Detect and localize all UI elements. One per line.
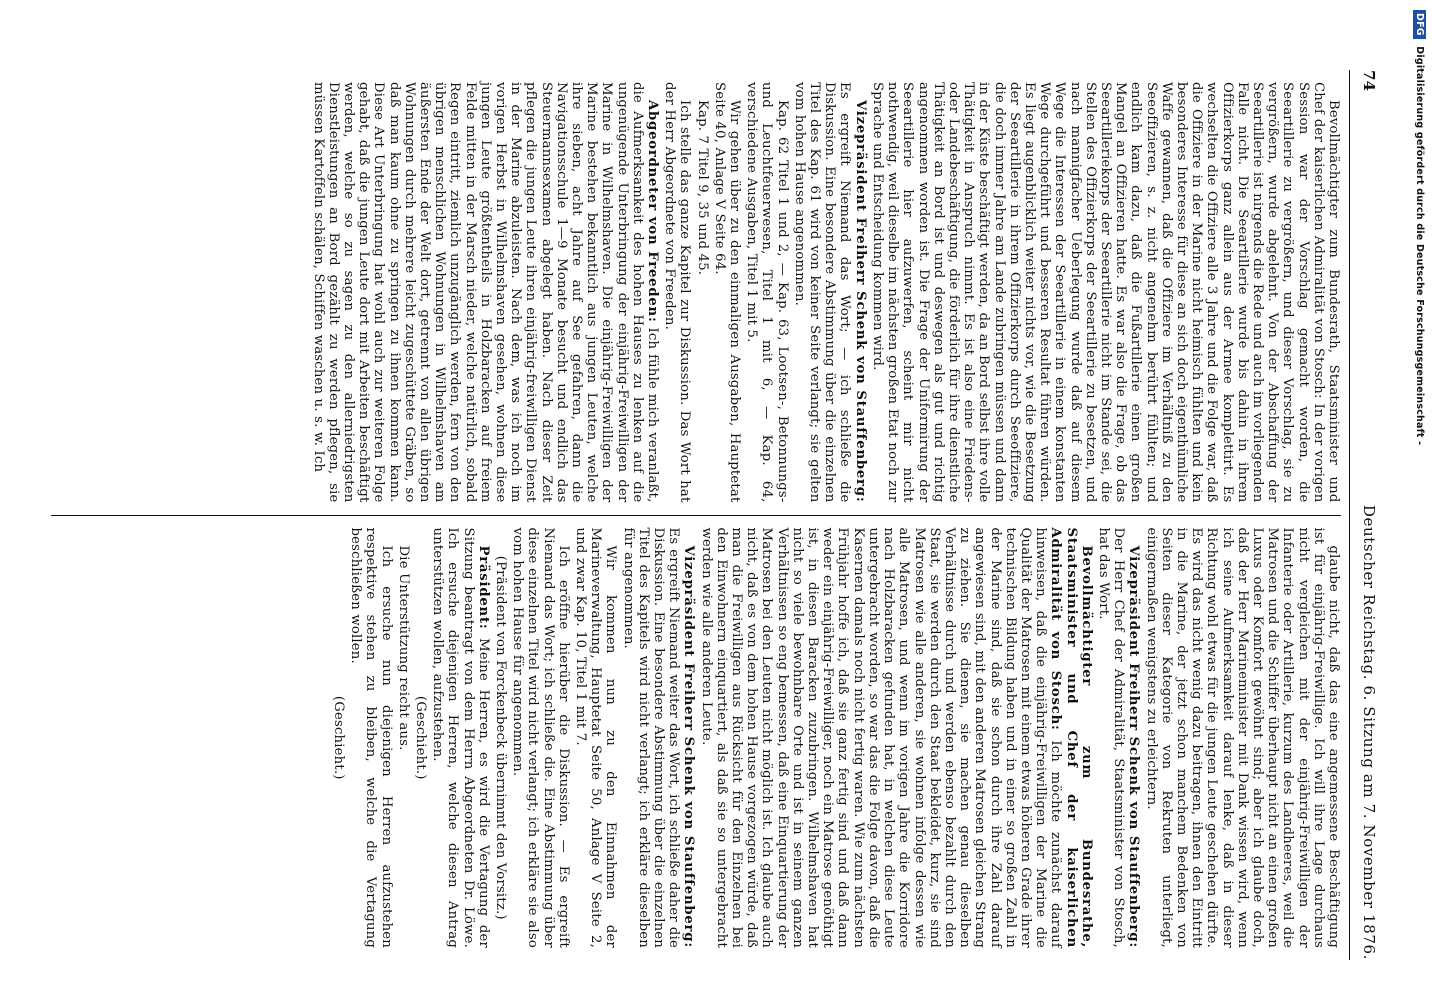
paragraph: [573, 528, 619, 949]
paragraph: [698, 528, 1093, 949]
paragraph: [430, 528, 491, 949]
page-header: [1349, 70, 1376, 960]
paragraph-text: (Geschieht.): [413, 695, 429, 780]
digitization-credit: [1413, 10, 1426, 445]
page-number: 74: [1360, 70, 1378, 92]
dfg-logo: DFG: [1413, 10, 1426, 39]
speaker-name: Vizepräsident Freiherr Schenk von Stauffenberg:: [681, 545, 697, 948]
paragraph-text: Der Herr Chef der Admiralität, Staatsminister von Stosch, hat das Wort.: [1095, 527, 1127, 948]
paragraph-text: (Geschieht.): [331, 695, 346, 780]
speaker-name: Präsident:: [475, 545, 491, 630]
paragraph-text: Wir kommen nun zu den Einnahmen der Marineverwaltung, Hauptetat Seite 50, Anlage V Seite 2, und zwar Kap. 10, Titel 1 mit 7.: [573, 527, 619, 948]
paragraph: [331, 528, 346, 949]
paragraph-text: Kap. 7 Titel 9, 35 und 45.: [694, 100, 710, 276]
paragraph-text: Kap. 62 Titel 1 und 2, — Kap. 63, Lootsen-, Betonnungs- und Leuchtfeuerwesen, Titel 1 mit 6, — Kap. 64, verschiedene Ausgaben, Titel 1 mit 5.: [744, 82, 790, 503]
paragraph: [694, 82, 709, 503]
paragraph-text: Meine Herren, es wird die Vertagung der Sitzung beantragt von dem Herrn Abgeordneten Dr. Löwe. Ich ersuche diejenigen Herren, welche diesen Antrag unterstützen wollen, aufzustehen.: [430, 527, 491, 948]
speaker-name: Abgeordneter von Freeden:: [645, 100, 661, 323]
paragraph-text: Ich stelle das ganze Kapitel zur Diskussion. Das Wort hat der Herr Abgeordnete von Freeden.: [662, 82, 693, 503]
paragraph-text: Es ergreift Niemand weiter das Wort, ich schließe daher die Diskussion. Eine besondere Abstimmung über die einzelnen Titel des Kapitels wird nicht verlangt; ich erkläre dieselben für angenommen.: [620, 527, 682, 948]
paragraph-text: Ich eröffne hierüber die Diskussion. — Es ergreift Niemand das Wort; ich schließe die. Eine Abstimmung über diese einzelnen Titel wird nicht verlangt; ich erkläre sie also vom hohen Hause für angenommen.: [510, 527, 571, 948]
speaker-name: Vizepräsident Freiherr Schenk von Stauffenberg:: [1126, 545, 1142, 948]
paragraph-text: Die Unterstützung reicht aus.: [395, 545, 411, 751]
newspaper-page: [16, 0, 1416, 1000]
paragraph: [310, 82, 660, 503]
credit-text: Digitalisierung gefördert durch die Deutsche Forschungsgemeinschaft -: [1414, 46, 1425, 446]
paragraph-text: Ich möchte zunächst darauf hinweisen, daß die einjährig-Freiwilligen der Marine die Qualität der Matrosen mit einem etwas höheren Grade ihrer technischen Bildung haben und in einer so großen Zahl in der Marine sind, daß sie schon durch ihre Zahl darauf angewiesen sind, mit den anderen Matrosen gleichen Strang zu ziehen. Sie dienen, sie machen genau dieselben Verhältnisse durch und werden ebenso bezahlt durch den Staat, sie werden durch den Staat bekleidet, kurz, sie sind Matrosen wie alle anderen, sie wohnen infolge dessen wie alle Matrosen, und wenn im vorigen Jahre die Korridore nach Holzbaracken gefunden hat, in welchen diese Leute untergebracht worden, so war das die Folge davon, daß die Kasernen damals noch nicht fertig waren. Wie zum nächsten Frühjahr hoffe ich, daß sie ganz fertig sind und daß dann weder ein einjährig-Freiwilliger, noch ein Matrose genöthigt ist, in diesen Baracken zuzubringen. Wilhelmshaven hat nicht so viele bewohnbare Orte und ist in seinem ganzen Verhältnissen so eng bemessen, daß eine Einquartierung der Matrosen bei den Leuten nicht möglich ist. Ich glaube auch nicht, daß es von dem hohen Hause vorgezogen würde, daß man die Freiwilligen aus Rücksicht für den Einzelnen bei den Einwohnern einquartiert, als daß sie so untergebracht werden wie alle anderen Leute.: [698, 527, 1064, 948]
paragraph: [493, 528, 508, 949]
paragraph: [1096, 528, 1142, 949]
paragraph-text: Bevollmächtigter zum Bundesrath, Staatsminister und Chef der kaiserlichen Admiralität von Stosch: In der vorigen Session war der Vorschlag gemacht worden, die Seeartillerie zu vergrößern, und dieser Vorschlag, sie zu vergrößern, wurde abgelehnt. Von der Abschaffung der Seeartillerie ist nirgends die Rede und auch im vorliegenden Falle nicht. Die Seeartillerie wurde bis dahin in ihrem Offizierkorps ganz allein aus der Armee komplettirt. Es wechselten die Offiziere alle 3 Jahre und die Folge war, daß die Offiziere in der Marine nicht heimisch fühlten und kein besonderes Interesse für diese an sich doch eigenthümliche Waffe gewannen, daß die Offiziere im Verhältniß zu den Seeoffizieren, s. z. nicht angenehm berührt fühlten; und endlich kam dazu, daß die Fußartillerie einen großen Mangel an Offizieren hatte. Es war also die Frage, ob das Seeartilleriekorps der Seeartillerie nicht im Stande sei, die Stellen des Offizierkorps der Seeartillerie zu besetzen, und nach mannigfacher Ueberlegung wurde daß auf diesem Wege die Interessen der Seeartillerie in einem konstanten Wege durchgeführt und besseren Resultat führen würden. Es liegt augenblicklich weiter nichts vor, wie die Besetzung der Seeartillerie in ihrem Offizierkorps durch Seeoffiziere, die doch immer Jahre am Lande zubringen müssen und dann in der Küste beschäftigt werden, da an Bord selbst ihre volle Thätigkeit in Anspruch nimmt. Es ist also eine Friedens- oder Landebeschäftigung, die förderlich für ihre dienstliche Thätigkeit an Bord ist und deswegen als gut und richtig angenommen worden ist. Die Frage der Uniformirung der Seeartillerie hier aufzuwerfen, scheint mir nicht nothwendig, weil dieselbe im nächsten großen Etat noch zur Sprache und Entscheidung kommen wird.: [869, 82, 1341, 503]
column-right: [51, 515, 1341, 961]
column-left: [51, 70, 1341, 515]
paragraph-text: Es ergreift Niemand das Wort; — ich schließe die Diskussion. Eine besondere Abstimmung über die einzelnen Titel des Kap. 61 wird von keiner Seite verlangt; sie gelten vom hohen Hause angenommen.: [791, 82, 853, 503]
paragraph: [662, 82, 692, 503]
paragraph: [348, 528, 394, 949]
paragraph-text: Ich ersuche nun diejenigen Herren aufzustehen respektive stehen zu bleiben, welche die Vertagung beschließen wollen.: [348, 527, 394, 948]
paragraph: [413, 528, 428, 949]
paragraph: [396, 528, 411, 949]
speaker-name: Bevollmächtigter zum Bundesrathe, Staatsminister und Chef der kaiserlichen Admiralität von Stosch:: [1048, 527, 1094, 948]
page-title: Deutscher Reichstag. 6. Sitzung am 7. November 1876.: [1360, 504, 1378, 960]
paragraph: [712, 82, 742, 503]
text-columns: [51, 70, 1341, 960]
paragraph-text: Wir gehen über zu den einmaligen Ausgaben, Hauptetat Seite 40, Anlage V Seite 64.: [711, 82, 743, 503]
paragraph: [510, 528, 571, 949]
paragraph: [1143, 528, 1341, 949]
paragraph: [620, 528, 696, 949]
paragraph-text: glaube nicht, daß das eine angemessene Beschäftigung ist für einjährig-Freiwillige. Ich will ihre Lage durchaus nicht vergleichen mit der einjährig-Freiwilligen der Infanterie oder Artillerie, kurzum des Landheeres, weil die Matrosen und die Schiffer überhaupt nicht an einen großen Luxus oder Komfort gewöhnt sind; aber ich glaube doch, daß der Herr Marineminister mit Dank wissen wird, wenn ich seine Aufmerksamkeit darauf lenke, daß in dieser Richtung wohl etwas für die jungen Leute geschehen dürfte. Es wird das nicht wenig dazu beitragen, ihnen den Eintritt in die Marine, der jetzt schon manchem Bedenken von Seiten dieser Kategorie von Rekruten unterliegt, einigermaßen wenigstens zu erleichtern.: [1143, 527, 1341, 948]
paragraph-text: (Präsident von Forckenbeck übernimmt den Vorsitz.): [493, 555, 509, 920]
paragraph: [792, 82, 868, 503]
paragraph-text: Ich fühle mich veranlaßt, die Aufmerksamkeit des hohen Hauses zu lenken auf die ungenügende Unterbringung der einjährig-Freiwilligen der Marine in Wilhelmshaven. Die einjährig-Freiwilligen der Marine bestehen bekanntlich aus jungen Leuten, welche ihre sieben, acht Jahre auf See gefahren, dann die Navigationsschule 1—9 Monate besucht und endlich das Steuermannsexamen abgelegt haben. Nach dieser Zeit pflegen die jungen Leute ihren einjährig-freiwilligen Dienst in der Marine abzuleisten. Nach dem, was ich noch im vorigen Herbst in Wilhelmshaven gesehen, wohnen diese jungen Leute größtentheils in Holzbaracken auf freiem Felde mitten in der Marsch nieder, welche natürlich, sobald Regen eintritt, ziemlich unzugänglich werden, fern von den übrigen menschlichen Wohnungen in Wilhelmshaven am äußersten Ende der Welt dort, getrennt von allen übrigen Wohnungen durch mehrere leicht zugeschüttete Gräben, so daß man kaum ohne zu springen zu ihnen kommen kann. Diese Art Unterbringung hat wohl auch zur weiteren Folge gehabt, daß die jungen Leute dort mit Arbeiten beschäftigt werden, welche so zu sagen zu den allerniedrigsten Dienstleistungen an Bord gezählt zu werden pflegen, sie müssen Kartoffeln schälen, Schiffen waschen u. s. w. Ich: [310, 82, 661, 503]
speaker-name: Vizepräsident Freiherr Schenk von Stauffenberg:: [852, 100, 868, 503]
paragraph: [870, 82, 1341, 503]
paragraph: [744, 82, 790, 503]
